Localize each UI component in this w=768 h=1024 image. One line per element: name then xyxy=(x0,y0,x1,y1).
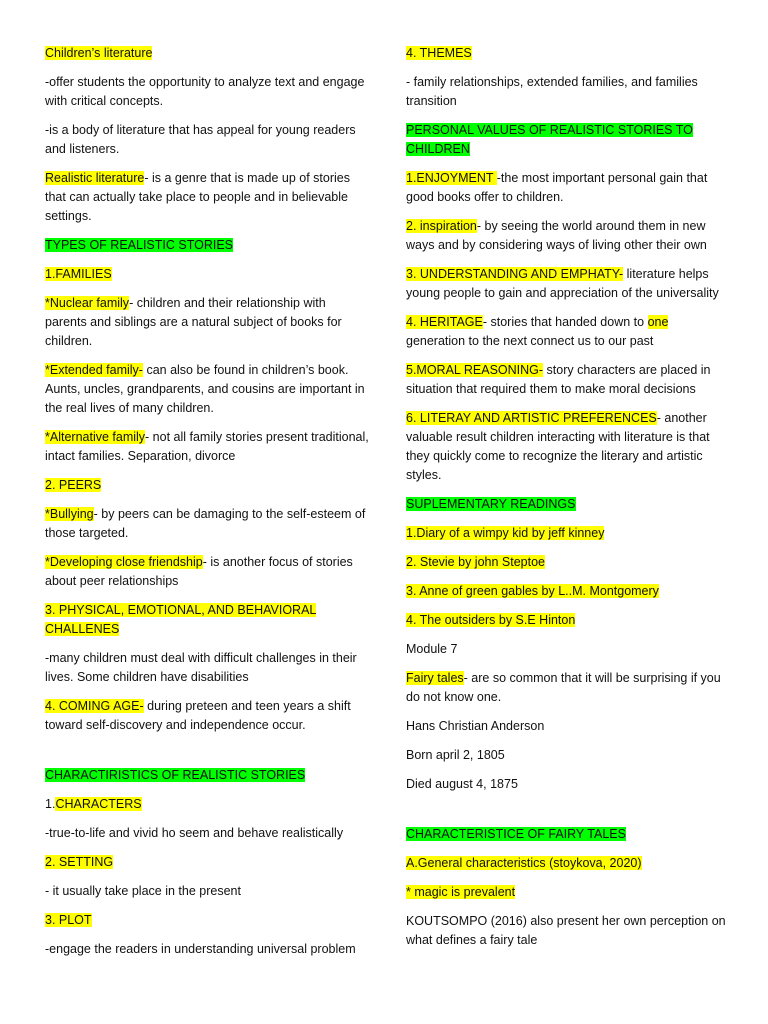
blank-line xyxy=(406,804,728,825)
characters-heading: 1.CHARACTERS xyxy=(45,797,142,811)
heritage-para: 4. HERITAGE- stories that handed down to one generation to the next connect us to our past xyxy=(406,315,669,348)
moral-reasoning-para: 5.MORAL REASONING- story characters are placed in situation that required them to make moral decisions xyxy=(406,363,711,396)
nuclear-family-para: *Nuclear family- children and their relationship with parents and siblings are a natural subject of books for children. xyxy=(45,296,342,348)
realistic-literature-para: Realistic literature- is a genre that is made up of stories that can actually take place to people and in believable settings. xyxy=(45,171,351,223)
realistic-literature-term: Realistic literature xyxy=(45,171,145,185)
families-heading: 1.FAMILIES xyxy=(45,267,112,281)
supplementary-item: 2. Stevie by john Steptoe xyxy=(406,555,545,569)
blank-line xyxy=(45,745,370,766)
supplementary-item: 1.Diary of a wimpy kid by jeff kinney xyxy=(406,526,605,540)
born-date: Born april 2, 1805 xyxy=(406,748,505,762)
personal-values-heading: PERSONAL VALUES OF REALISTIC STORIES TO CHILDREN xyxy=(406,123,693,156)
enjoyment-para: 1.ENJOYMENT -the most important personal gain that good books offer to children. xyxy=(406,171,708,204)
right-column xyxy=(406,44,728,960)
bullying-para: *Bullying- by peers can be damaging to the self-esteem of those targeted. xyxy=(45,507,366,540)
alternative-family-para: *Alternative family- not all family stories present traditional, intact families. Separation, divorce xyxy=(45,430,369,463)
left-column xyxy=(45,44,370,969)
setting-heading: 2. SETTING xyxy=(45,855,114,869)
died-date: Died august 4, 1875 xyxy=(406,777,518,791)
supplementary-heading: SUPLEMENTARY READINGS xyxy=(406,497,576,511)
coming-age-para: 4. COMING AGE- during preteen and teen years a shift toward self-discovery and independence occur. xyxy=(45,699,351,732)
setting-para: - it usually take place in the present xyxy=(45,884,241,898)
themes-heading: 4. THEMES xyxy=(406,46,472,60)
supplementary-item: 3. Anne of green gables by L..M. Montgomery xyxy=(406,584,659,598)
friendship-para: *Developing close friendship- is another focus of stories about peer relationships xyxy=(45,555,353,588)
koutsompo-para: KOUTSOMPO (2016) also present her own perception on what defines a fairy tale xyxy=(406,914,726,947)
author-name: Hans Christian Anderson xyxy=(406,719,545,733)
supplementary-item: 4. The outsiders by S.E Hinton xyxy=(406,613,576,627)
characters-para: -true-to-life and vivid ho seem and behave realistically xyxy=(45,826,344,840)
literary-preferences-para: 6. LITERAY AND ARTISTIC PREFERENCES- another valuable result children interacting with literature is that they quickly come to recognize the literary and artistic styles. xyxy=(406,411,710,482)
physical-heading: 3. PHYSICAL, EMOTIONAL, AND BEHAVIORAL CHALLENES xyxy=(45,603,317,636)
fairy-tales-para: Fairy tales- are so common that it will be surprising if you do not know one. xyxy=(406,671,721,704)
fairy-characteristics-heading: CHARACTERISTICE OF FAIRY TALES xyxy=(406,827,626,841)
plot-heading: 3. PLOT xyxy=(45,913,92,927)
types-heading: TYPES OF REALISTIC STORIES xyxy=(45,238,234,252)
physical-para: -many children must deal with difficult challenges in their lives. Some children have disabilities xyxy=(45,651,357,684)
themes-para: - family relationships, extended families, and families transition xyxy=(406,75,698,108)
plot-para: -engage the readers in understanding universal problem xyxy=(45,942,356,956)
extended-family-para: *Extended family- can also be found in children’s book. Aunts, uncles, grandparents, and cousins are important in the real lives of many children. xyxy=(45,363,365,415)
childrens-literature-para-1: -offer students the opportunity to analyze text and engage with critical concepts. xyxy=(45,75,365,108)
magic-item: * magic is prevalent xyxy=(406,885,516,899)
childrens-literature-title: Children’s literature xyxy=(45,46,153,60)
module-label: Module 7 xyxy=(406,642,458,656)
general-characteristics-heading: A.General characteristics (stoykova, 2020) xyxy=(406,856,642,870)
characteristics-heading: CHARACTIRISTICS OF REALISTIC STORIES xyxy=(45,768,306,782)
understanding-para: 3. UNDERSTANDING AND EMPHATY- literature helps young people to gain and appreciation of the universality xyxy=(406,267,719,300)
inspiration-para: 2. inspiration- by seeing the world around them in new ways and by considering ways of living other their own xyxy=(406,219,707,252)
childrens-literature-para-2: -is a body of literature that has appeal for young readers and listeners. xyxy=(45,123,356,156)
peers-heading: 2. PEERS xyxy=(45,478,102,492)
